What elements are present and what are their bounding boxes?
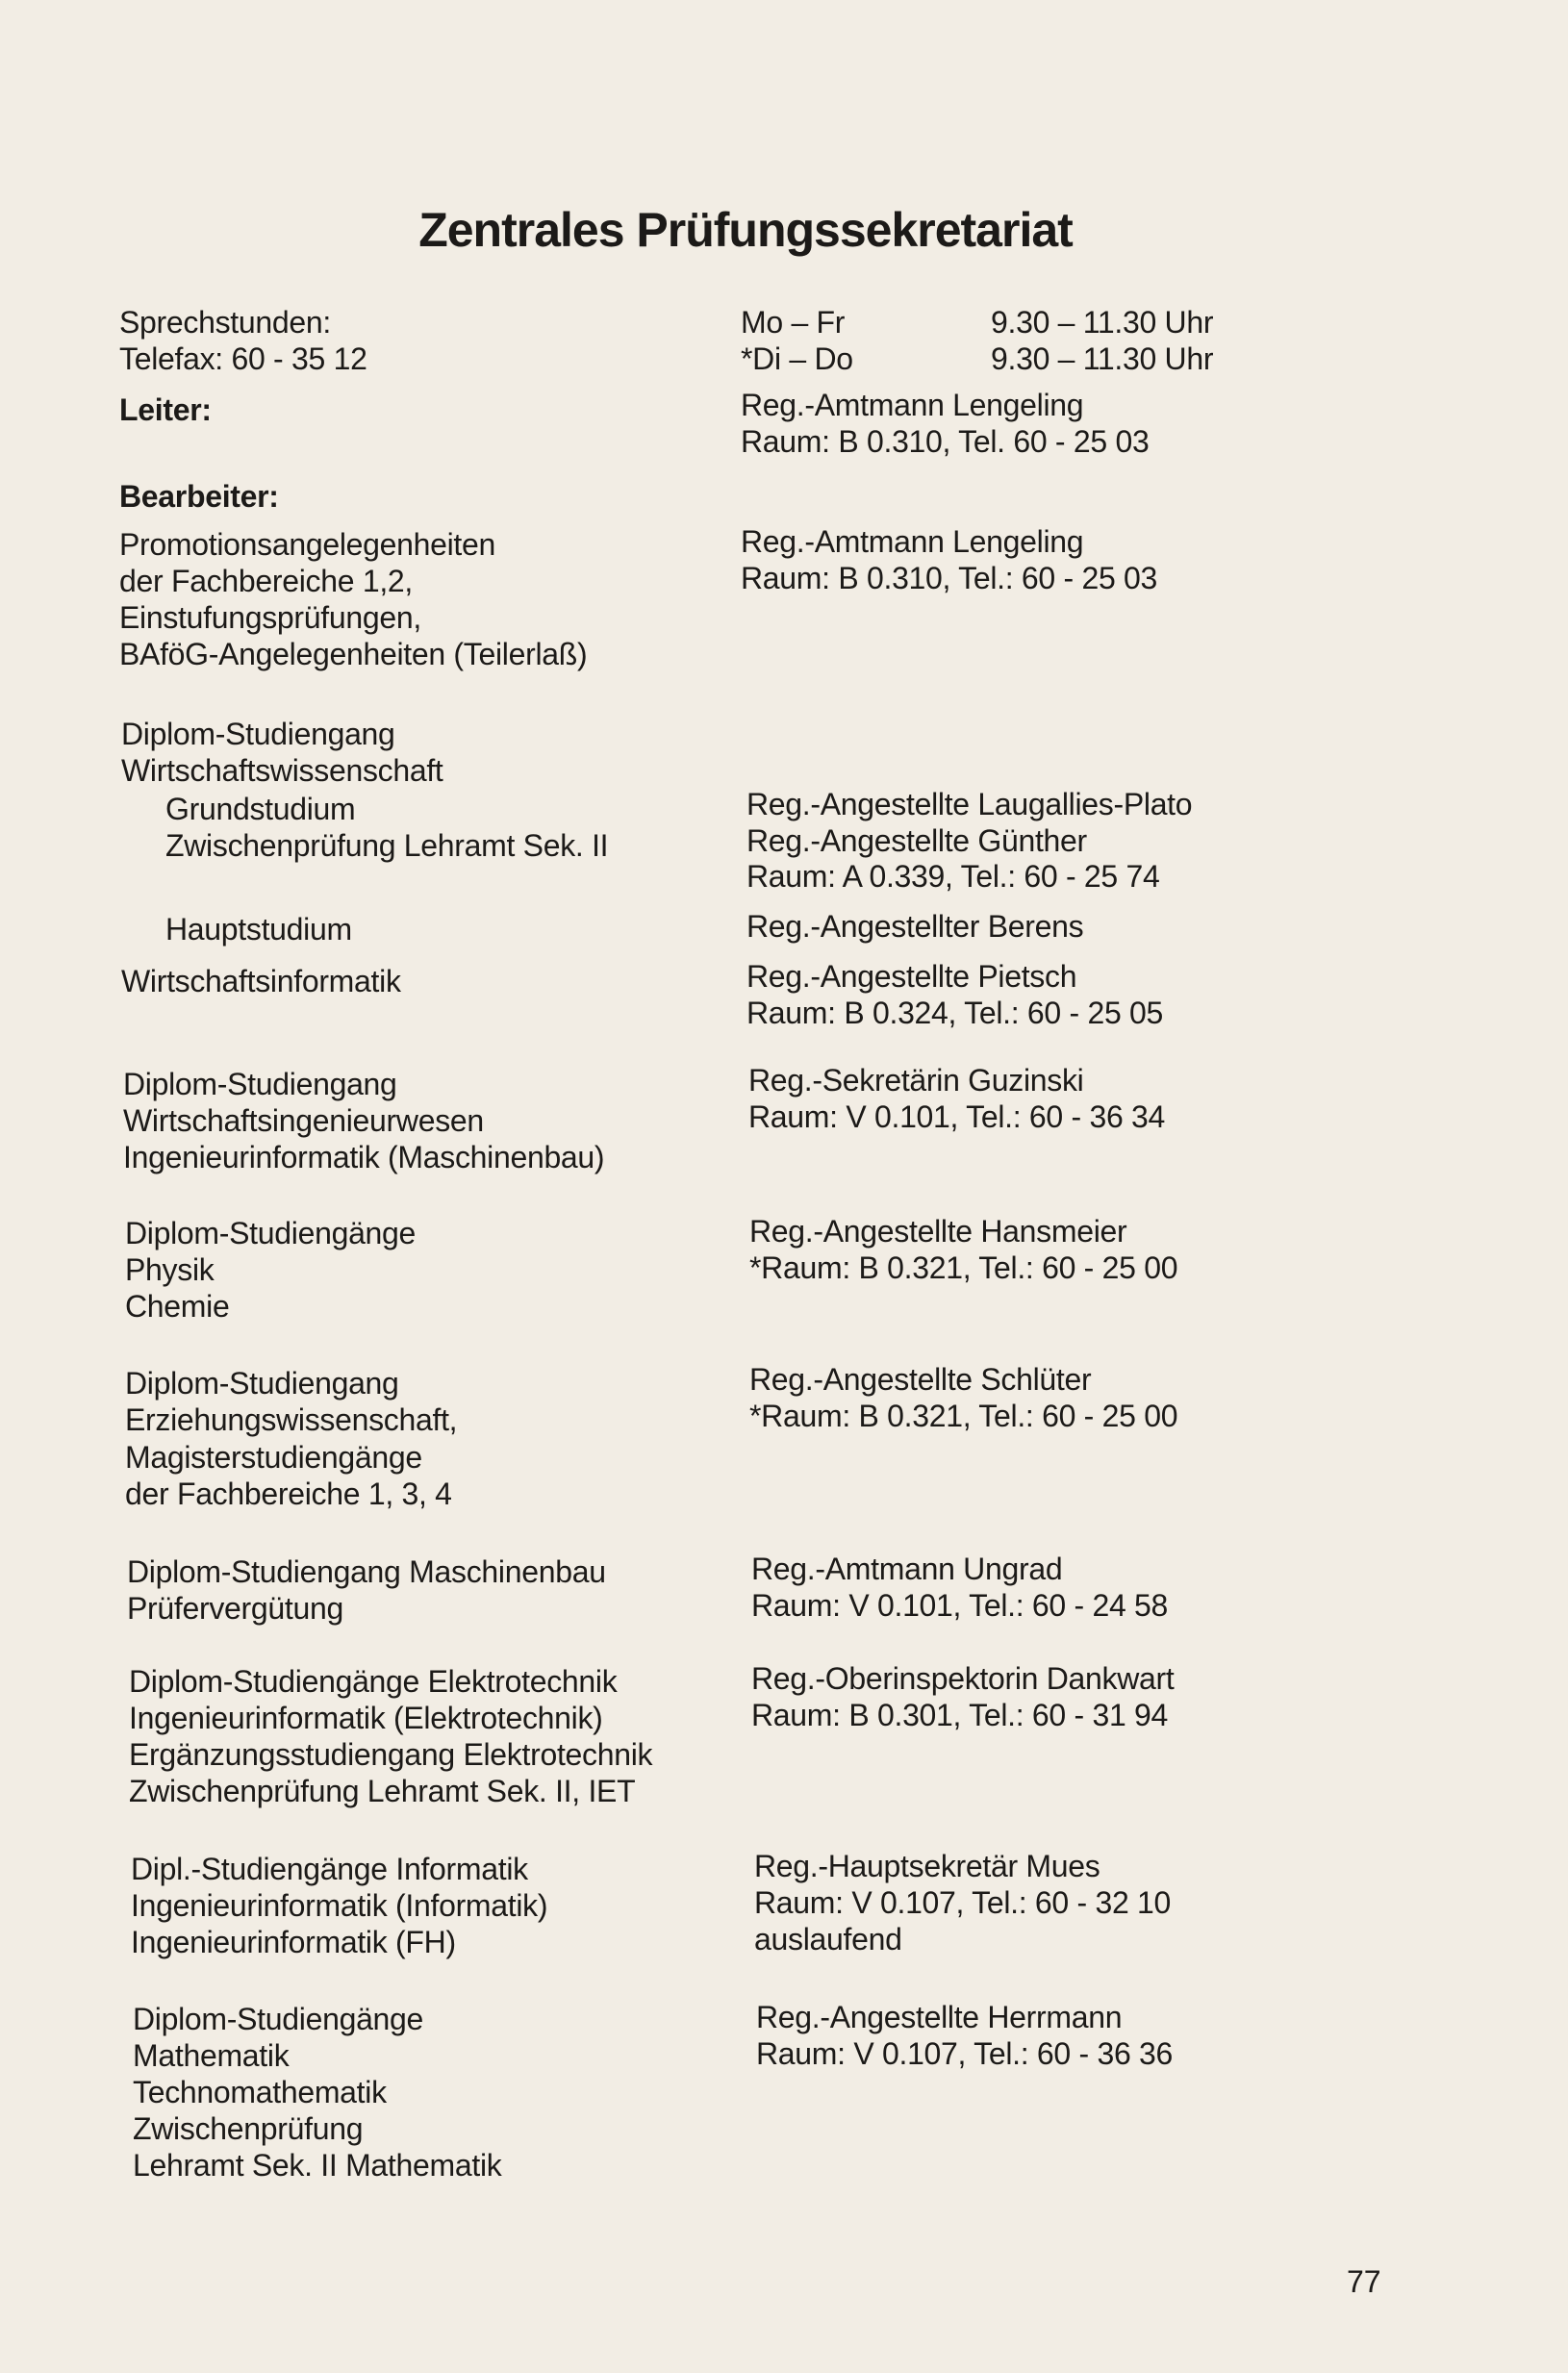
section-left-line: Mathematik: [133, 2038, 290, 2073]
section-right-line: Reg.-Angestellter Berens: [746, 909, 1084, 944]
section-left-line: Wirtschaftswissenschaft: [121, 753, 443, 788]
section-right-line: Reg.-Angestellte Laugallies-Plato: [746, 787, 1193, 821]
office-hours-2: 9.30 – 11.30 Uhr: [991, 341, 1214, 376]
bearbeiter-label: Bearbeiter:: [119, 479, 279, 514]
leiter-name: Reg.-Amtmann Lengeling: [741, 388, 1084, 422]
section-left-line: Ergänzungsstudiengang Elektrotechnik: [129, 1737, 653, 1772]
section-left-line: Prüfervergütung: [127, 1591, 343, 1626]
section-right-line: Reg.-Amtmann Lengeling: [741, 524, 1084, 559]
section-left-line: der Fachbereiche 1,2,: [119, 564, 413, 598]
office-hours-1: 9.30 – 11.30 Uhr: [991, 305, 1214, 340]
section-right-line: Raum: B 0.310, Tel.: 60 - 25 03: [741, 561, 1158, 595]
section-left-line: Diplom-Studiengang: [125, 1366, 399, 1401]
section-right-line: Raum: V 0.101, Tel.: 60 - 24 58: [751, 1588, 1169, 1623]
section-left-line: Chemie: [125, 1289, 230, 1324]
section-right-line: Reg.-Angestellte Günther: [746, 823, 1087, 858]
section-right-line: Raum: B 0.324, Tel.: 60 - 25 05: [746, 996, 1164, 1030]
section-right-line: Raum: V 0.101, Tel.: 60 - 36 34: [748, 1099, 1166, 1134]
section-left-line: Wirtschaftsingenieurwesen: [123, 1103, 484, 1138]
section-right-line: Raum: A 0.339, Tel.: 60 - 25 74: [746, 859, 1160, 894]
leiter-label: Leiter:: [119, 392, 212, 427]
section-left-line: Wirtschaftsinformatik: [121, 964, 401, 998]
section-right-line: *Raum: B 0.321, Tel.: 60 - 25 00: [749, 1399, 1178, 1433]
section-left-line: Dipl.-Studiengänge Informatik: [131, 1852, 528, 1886]
office-days-1: Mo – Fr: [741, 305, 846, 340]
section-left-line: Ingenieurinformatik (Maschinenbau): [123, 1140, 605, 1174]
section-left-line: Diplom-Studiengänge Elektrotechnik: [129, 1664, 618, 1699]
sprechstunden-label: Sprechstunden:: [119, 305, 331, 340]
section-left-line: Grundstudium: [165, 792, 356, 826]
page-number: 77: [1347, 2264, 1381, 2299]
section-left-line: Diplom-Studiengänge: [133, 2002, 424, 2036]
section-right-line: Reg.-Angestellte Schlüter: [749, 1362, 1092, 1397]
section-right-line: Reg.-Amtmann Ungrad: [751, 1552, 1063, 1586]
section-right-line: Reg.-Angestellte Hansmeier: [749, 1214, 1127, 1249]
section-right-line: *Raum: B 0.321, Tel.: 60 - 25 00: [749, 1250, 1178, 1285]
page-title: Zentrales Prüfungssekretariat: [418, 203, 1073, 257]
section-left-line: Zwischenprüfung: [133, 2111, 364, 2146]
section-right-line: Reg.-Oberinspektorin Dankwart: [751, 1661, 1175, 1696]
section-left-line: Promotionsangelegenheiten: [119, 527, 496, 562]
section-left-line: Diplom-Studiengänge: [125, 1216, 417, 1250]
section-left-line: Ingenieurinformatik (Elektrotechnik): [129, 1701, 603, 1735]
section-right-line: auslaufend: [754, 1922, 902, 1956]
section-right-line: Reg.-Angestellte Pietsch: [746, 959, 1077, 994]
section-left-line: Hauptstudium: [165, 912, 352, 947]
section-right-line: Raum: V 0.107, Tel.: 60 - 36 36: [756, 2036, 1174, 2071]
section-left-line: Erziehungswissenschaft,: [125, 1402, 458, 1437]
section-left-line: Magisterstudiengänge: [125, 1440, 422, 1475]
section-left-line: Einstufungsprüfungen,: [119, 600, 421, 635]
section-left-line: Diplom-Studiengang: [123, 1067, 397, 1101]
section-left-line: Zwischenprüfung Lehramt Sek. II: [165, 828, 609, 863]
section-left-line: Lehramt Sek. II Mathematik: [133, 2148, 502, 2183]
section-right-line: Raum: V 0.107, Tel.: 60 - 32 10: [754, 1885, 1172, 1920]
section-right-line: Reg.-Hauptsekretär Mues: [754, 1849, 1100, 1883]
section-left-line: Technomathematik: [133, 2075, 387, 2109]
section-right-line: Reg.-Sekretärin Guzinski: [748, 1063, 1084, 1098]
section-right-line: Reg.-Angestellte Herrmann: [756, 2000, 1123, 2034]
leiter-room: Raum: B 0.310, Tel. 60 - 25 03: [741, 424, 1150, 459]
office-days-2: *Di – Do: [741, 341, 853, 376]
telefax-number: Telefax: 60 - 35 12: [119, 341, 367, 376]
section-left-line: Diplom-Studiengang Maschinenbau: [127, 1554, 606, 1589]
section-left-line: der Fachbereiche 1, 3, 4: [125, 1477, 452, 1511]
section-left-line: Zwischenprüfung Lehramt Sek. II, IET: [129, 1774, 636, 1808]
section-right-line: Raum: B 0.301, Tel.: 60 - 31 94: [751, 1698, 1169, 1732]
section-left-line: Physik: [125, 1252, 215, 1287]
section-left-line: Ingenieurinformatik (Informatik): [131, 1888, 548, 1923]
section-left-line: BAföG-Angelegenheiten (Teilerlaß): [119, 637, 588, 671]
section-left-line: Ingenieurinformatik (FH): [131, 1925, 456, 1959]
section-left-line: Diplom-Studiengang: [121, 717, 395, 751]
